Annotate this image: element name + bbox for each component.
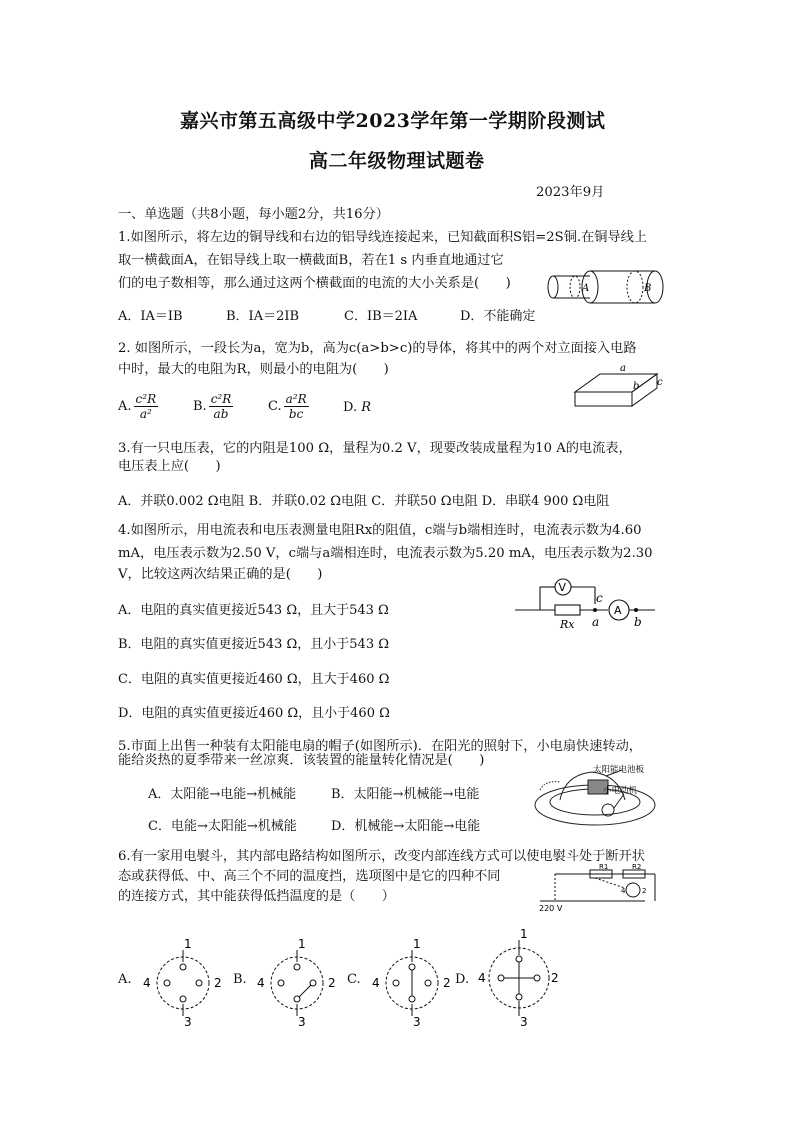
svg-text:4: 4 <box>372 976 380 990</box>
label-a: A <box>582 283 590 294</box>
q5-option-a: A．太阳能→电能→机械能 <box>148 787 297 802</box>
q2-option-d: D. R <box>343 400 372 415</box>
q6-option-a-diagram <box>138 938 228 1028</box>
r1-label: R1 <box>599 863 609 871</box>
q4-option-d: D．电阻的真实值更接近460 Ω，且小于460 Ω <box>118 706 390 721</box>
q4-option-b: B．电阻的真实值更接近543 Ω，且小于543 Ω <box>118 637 390 652</box>
label-a: a <box>592 615 600 629</box>
q1-option-d: D．不能确定 <box>460 309 536 324</box>
label-rx: Rx <box>560 618 575 631</box>
ammeter-label: A <box>614 604 622 617</box>
label-b: b <box>634 615 642 629</box>
svg-text:2: 2 <box>443 976 451 990</box>
label-c: c <box>657 377 663 388</box>
q5-option-d: D．机械能→太阳能→电能 <box>331 819 481 834</box>
label-b: B <box>644 283 652 294</box>
svg-text:4: 4 <box>478 971 486 985</box>
q5-line1: 5.市面上出售一种装有太阳能电扇的帽子(如图所示)．在阳光的照射下，小电扇快速转动， <box>118 739 642 754</box>
svg-text:3: 3 <box>184 1015 192 1029</box>
solar-hat-figure <box>530 760 660 830</box>
q6-option-d-diagram <box>474 928 564 1028</box>
q6-option-d-prefix: D. <box>455 972 470 987</box>
wire-junction-figure <box>545 265 665 310</box>
q1-line2: 取一横截面A，在铝导线上取一横截面B，若在1 s 内垂直地通过它 <box>118 253 504 268</box>
q6-line3: 的连接方式，其中能获得低挡温度的是（ ） <box>118 889 395 904</box>
r2-label: R2 <box>632 863 642 871</box>
q6-option-a-prefix: A. <box>118 972 132 987</box>
svg-text:2: 2 <box>214 976 222 990</box>
svg-text:2: 2 <box>551 971 559 985</box>
q5-option-c: C．电能→太阳能→机械能 <box>148 819 297 834</box>
q6-line1: 6.有一家用电褽斗，其内部电路结构如图所示，改变内部连线方式可以使电褽斗处于断开状 <box>118 849 645 864</box>
q6-option-c-diagram <box>367 938 457 1028</box>
q3-line1: 3.有一只电压表，它的内阻是100 Ω，量程为0.2 V，现要改装成量程为10 A的电流表， <box>118 441 632 456</box>
svg-text:1: 1 <box>184 937 192 951</box>
section-heading: 一、单选题（共8小题，每小题2分，共16分） <box>118 207 389 222</box>
q5-option-b: B．太阳能→机械能→电能 <box>331 787 480 802</box>
q1-option-a: A．IA＝IB <box>118 309 183 324</box>
svg-text:2: 2 <box>328 976 336 990</box>
q2-line1: 2. 如图所示，一段长为a，宽为b，高为c(a>b>c)的导体，将其中的两个对立面接入电路 <box>118 341 637 356</box>
q2-option-b: B. $\frac{\text{c²R}}{ab}$ <box>193 392 232 421</box>
q2-option-a: A. $\frac{\text{c²R}}{\text{a²}}$ <box>118 392 157 421</box>
block-figure <box>570 362 670 412</box>
svg-text:1: 1 <box>413 937 421 951</box>
svg-text:1: 1 <box>520 927 528 941</box>
svg-text:4: 4 <box>143 976 151 990</box>
page-title-line1: 嘉兴市第五高级中学2023学年第一学期阶段测试 <box>180 110 606 132</box>
q6-line2: 态或获得低、中、高三个不同的温度挡，选项图中是它的四种不同 <box>118 869 501 884</box>
q2-line2: 中时，最大的电阻为R，则最小的电阻为( ) <box>118 362 389 377</box>
solar-panel-label: 太阳能电池板 <box>593 765 645 775</box>
svg-text:3: 3 <box>520 1015 528 1029</box>
q4-line3: V，比较这两次结果正确的是( ) <box>118 567 323 582</box>
q5-line2: 能给炎热的夏季带来一丝凉爽．该装置的能量转化情况是( ) <box>118 753 485 768</box>
q6-option-b-diagram <box>252 938 342 1028</box>
q4-line1: 4.如图所示，用电流表和电压表测量电阻Rx的阻值，c端与b端相连时，电流表示数为4.60 <box>118 523 642 538</box>
motor-label: 小电动机 <box>603 786 638 796</box>
voltage-label: 220 V <box>539 904 563 913</box>
svg-text:1: 1 <box>298 937 306 951</box>
q1-option-b: B．IA＝2IB <box>226 309 300 324</box>
svg-text:3: 3 <box>298 1015 306 1029</box>
q4-option-a: A．电阻的真实值更接近543 Ω，且大于543 Ω <box>118 603 389 618</box>
q1-line1: 1.如图所示，将左边的铜导线和右边的铝导线连接起来，已知截面积S铝=2S铜.在铜导线上 <box>118 230 648 245</box>
q6-option-c-prefix: C. <box>347 972 361 987</box>
q4-option-c: C．电阻的真实值更接近460 Ω，且大于460 Ω <box>118 672 390 687</box>
circuit-figure <box>515 574 660 634</box>
q6-option-b-prefix: B. <box>233 972 247 987</box>
svg-text:3: 3 <box>413 1015 421 1029</box>
svg-text:4: 4 <box>257 976 265 990</box>
q3-options: A．并联0.002 Ω电阻 B．并联0.02 Ω电阻 C．并联50 Ω电阻 D．串联4 900 Ω电阻 <box>118 494 610 509</box>
label-a: a <box>620 363 626 374</box>
q1-option-c: C．IB＝2IA <box>344 309 418 324</box>
label-b: b <box>633 381 640 392</box>
terminal-4-label: 4 <box>621 887 626 895</box>
iron-circuit-figure <box>535 864 665 914</box>
q3-line2: 电压表上应( ) <box>118 459 221 474</box>
voltmeter-label: V <box>558 581 567 594</box>
q2-option-c: C. $\frac{\text{a²R}}{bc}$ <box>268 392 307 421</box>
exam-date: 2023年9月 <box>536 185 605 200</box>
q4-line2: mA，电压表示数为2.50 V，c端与a端相连时，电流表示数为5.20 mA，电压表示数为2.30 <box>118 546 653 561</box>
page-title-line2: 高二年级物理试题卷 <box>309 150 485 172</box>
label-c: c <box>596 591 603 605</box>
terminal-2-label: 2 <box>642 887 647 895</box>
q1-line3: 们的电子数相等，那么通过这两个横截面的电流的大小关系是( ) <box>118 276 511 291</box>
